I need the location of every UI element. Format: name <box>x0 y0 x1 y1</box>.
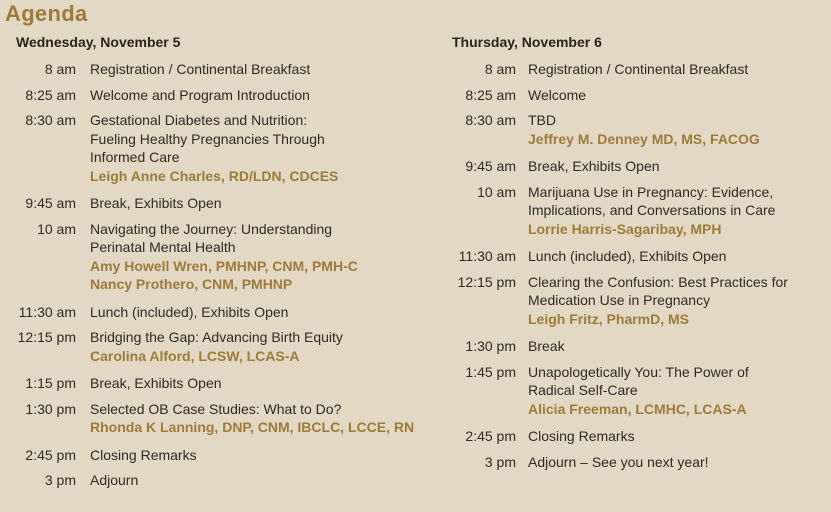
item-time: 2:45 pm <box>465 428 516 444</box>
agenda-item <box>452 247 827 266</box>
item-title: Lunch (included), Exhibits Open <box>528 248 727 264</box>
agenda-item <box>16 194 436 213</box>
item-time: 8:30 am <box>465 112 516 128</box>
item-title: Marijuana Use in Pregnancy: Evidence, <box>528 183 774 200</box>
speaker-name: Leigh Anne Charles, RD/LDN, CDCES <box>90 167 339 184</box>
item-title: Closing Remarks <box>528 428 635 444</box>
item-title: Adjourn – See you next year! <box>528 453 709 470</box>
thursday-heading: Thursday, November 6 <box>452 34 602 50</box>
agenda-item <box>452 111 827 148</box>
item-time: 1:30 pm <box>465 338 516 354</box>
item-title: Gestational Diabetes and Nutrition: <box>90 112 308 128</box>
agenda-item <box>16 111 436 185</box>
item-time: 9:45 am <box>25 195 76 211</box>
item-title: Welcome <box>528 86 587 103</box>
agenda-item <box>452 60 827 79</box>
agenda-item <box>452 273 827 329</box>
item-title: Perinatal Mental Health <box>90 239 236 255</box>
item-time: 12:15 pm <box>17 329 76 345</box>
agenda-item <box>16 446 436 465</box>
item-title: Welcome and Program Introduction <box>90 86 310 103</box>
item-title: Adjourn <box>90 472 139 488</box>
speaker-name: Nancy Prothero, CNM, PMHNP <box>90 276 293 292</box>
speaker-name: Amy Howell Wren, PMHNP, CNM, PMH-C <box>90 257 358 274</box>
item-time: 8:25 am <box>25 86 76 103</box>
item-title: Implications, and Conversations in Care <box>528 202 776 218</box>
item-time: 1:45 pm <box>465 363 516 380</box>
item-time: 8 am <box>44 61 76 77</box>
speaker-name: Carolina Alford, LCSW, LCAS-A <box>90 347 300 364</box>
agenda-item <box>452 427 827 446</box>
speaker-name: Leigh Fritz, PharmD, MS <box>528 310 690 327</box>
item-time: 2:45 pm <box>25 446 76 463</box>
item-time: 1:30 pm <box>25 400 76 417</box>
item-title: TBD <box>528 112 556 128</box>
item-title: Informed Care <box>90 149 180 165</box>
item-time: 1:15 pm <box>25 375 76 391</box>
agenda-item <box>452 86 827 105</box>
item-time: 11:30 am <box>458 248 516 264</box>
agenda-item <box>16 400 436 437</box>
item-title: Lunch (included), Exhibits Open <box>90 303 289 320</box>
item-title: Bridging the Gap: Advancing Birth Equity <box>90 329 343 345</box>
item-time: 8:30 am <box>25 112 76 128</box>
agenda-item <box>16 220 436 294</box>
speaker-name: Jeffrey M. Denney MD, MS, FACOG <box>528 130 760 147</box>
wednesday-heading: Wednesday, November 5 <box>16 34 181 50</box>
thursday-column <box>452 34 827 478</box>
item-title: Fueling Healthy Pregnancies Through <box>90 130 325 147</box>
agenda-title: Agenda <box>5 1 88 26</box>
agenda-item <box>452 337 827 356</box>
agenda-item <box>16 86 436 105</box>
item-title: Selected OB Case Studies: What to Do? <box>90 400 342 417</box>
agenda-item <box>16 471 436 490</box>
agenda-item <box>16 374 436 393</box>
item-title: Radical Self-Care <box>528 382 638 398</box>
item-title: Break <box>528 338 565 354</box>
item-title: Clearing the Confusion: Best Practices for <box>528 273 788 290</box>
item-title: Closing Remarks <box>90 446 197 463</box>
item-title: Navigating the Journey: Understanding <box>90 220 333 237</box>
wednesday-column <box>16 34 436 497</box>
item-time: 11:30 am <box>18 303 76 320</box>
item-title: Registration / Continental Breakfast <box>90 61 311 77</box>
agenda-item <box>452 363 827 419</box>
item-title: Break, Exhibits Open <box>528 158 660 174</box>
item-time: 10 am <box>37 220 76 237</box>
item-time: 3 pm <box>484 453 516 470</box>
speaker-name: Rhonda K Lanning, DNP, CNM, IBCLC, LCCE, RN <box>90 419 415 435</box>
speaker-name: Lorrie Harris-Sagaribay, MPH <box>528 220 722 237</box>
item-title: Break, Exhibits Open <box>90 375 222 391</box>
agenda-item <box>452 183 827 239</box>
agenda-item <box>16 303 436 322</box>
agenda-item <box>16 328 436 365</box>
item-time: 12:15 pm <box>457 273 516 290</box>
item-time: 10 am <box>477 183 516 200</box>
item-title: Unapologetically You: The Power of <box>528 363 749 380</box>
item-time: 8 am <box>484 61 516 77</box>
item-time: 9:45 am <box>465 158 516 174</box>
agenda-item <box>16 60 436 79</box>
speaker-name: Alicia Freeman, LCMHC, LCAS-A <box>528 400 747 417</box>
item-title: Registration / Continental Breakfast <box>528 61 749 77</box>
item-time: 3 pm <box>44 472 76 488</box>
item-title: Break, Exhibits Open <box>90 195 222 211</box>
agenda-item <box>452 453 827 472</box>
agenda-item <box>452 157 827 176</box>
item-time: 8:25 am <box>465 86 516 103</box>
item-title: Medication Use in Pregnancy <box>528 292 711 308</box>
